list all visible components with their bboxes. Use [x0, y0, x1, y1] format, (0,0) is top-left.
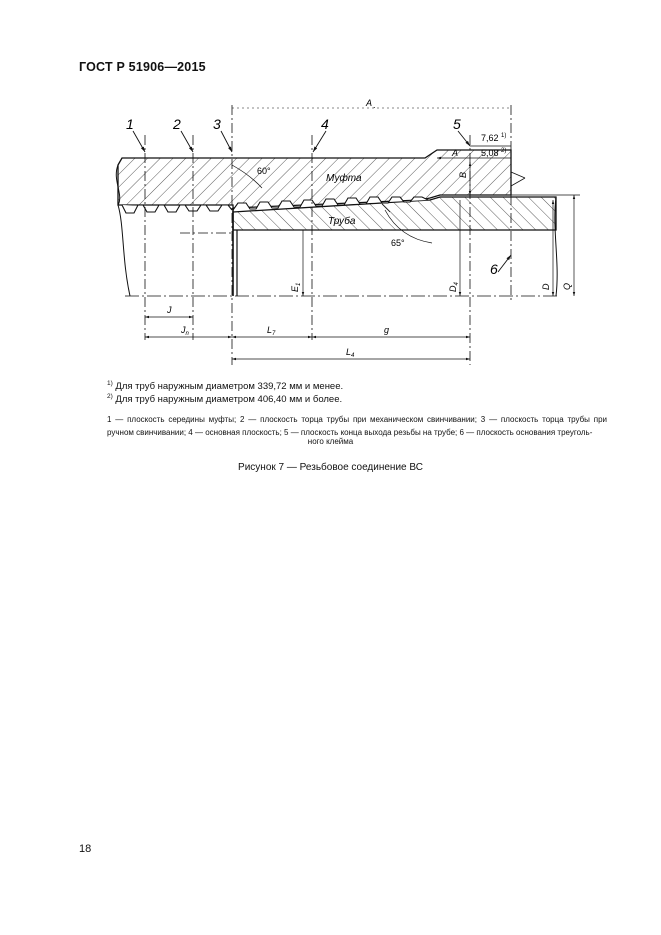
callout-5: 5: [453, 116, 461, 132]
callout-2: 2: [173, 116, 181, 132]
footnote-2: $^{2)}$ Для труб наружным диаметром 406,40 мм и более.: [107, 393, 343, 406]
callout-3: 3: [213, 116, 221, 132]
dim-e1: $E_1$: [290, 282, 302, 292]
svg-text:1): 1): [501, 133, 507, 139]
dim-jn: $J_n$: [181, 325, 189, 337]
callout-1: 1: [126, 116, 134, 132]
coupling-label: Муфта: [326, 173, 362, 184]
figure-legend: 1 — плоскость середины муфты; 2 — плоскость торца трубы при механическом свинчивании; 3 — плоскость торца трубы при ручном свинчивании; 4 — основная плоскость; 5 — плоскость конца выхода резьбы на трубе; 6 — плоскость основания треуголь-: [107, 415, 607, 437]
threaded-connection-drawing: [0, 0, 661, 380]
figure-caption: Рисунок 7 — Резьбовое соединение ВС: [238, 462, 423, 473]
dim-762: 7,62: [481, 133, 499, 143]
dim-d: D: [541, 283, 551, 290]
dim-j: J: [167, 305, 172, 315]
dim-a-top: A: [366, 98, 373, 108]
svg-text:2): 2): [501, 148, 507, 154]
callout-6: 6: [490, 261, 498, 277]
dim-a-right: A: [452, 148, 459, 158]
dim-508: 5,08: [481, 148, 499, 158]
callout-4: 4: [321, 116, 329, 132]
angle-60: 60°: [257, 166, 271, 176]
svg-text:.: .: [373, 100, 376, 110]
dim-l4: $L_4$: [346, 347, 355, 359]
dim-d4: $D_4$: [448, 282, 460, 292]
figure-legend-last-line: ного клейма: [307, 437, 354, 446]
footnote-1: $^{1)}$ Для труб наружным диаметром 339,72 мм и менее.: [107, 380, 344, 393]
dim-g: g: [384, 325, 390, 335]
angle-65: 65°: [391, 238, 405, 248]
page-number: 18: [79, 843, 92, 855]
dim-q: Q: [562, 282, 572, 290]
dim-l7: $L_7$: [267, 325, 276, 337]
document-header: ГОСТ Р 51906—2015: [79, 60, 206, 74]
dim-b: B: [458, 171, 468, 178]
pipe-label: Труба: [328, 216, 356, 227]
